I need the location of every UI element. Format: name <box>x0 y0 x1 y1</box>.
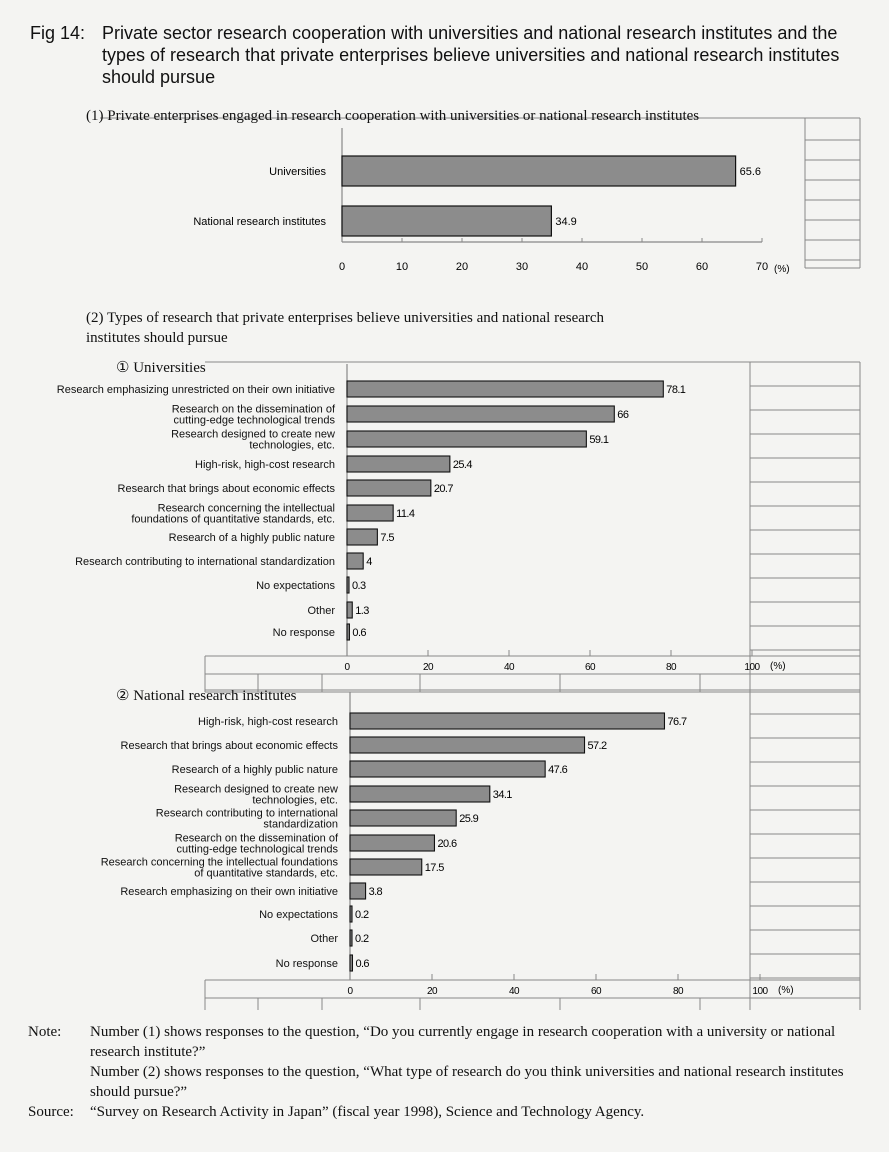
panel2b-bar <box>350 810 456 826</box>
panel2b-unit-label: (%) <box>778 985 794 996</box>
panel2b-category-label: Research that brings about economic effects <box>120 739 338 752</box>
panel2b-x-tick-label: 0 <box>347 986 353 997</box>
note-line-2: Number (2) shows responses to the question, “What type of research do you think universities and national research institutes should pursue?” <box>90 1064 844 1100</box>
panel1-x-tick-label: 10 <box>395 261 409 273</box>
panel2a-x-tick-label: 80 <box>665 662 677 673</box>
panel2a-bar <box>347 406 614 422</box>
panel2a-bar <box>347 577 349 593</box>
panel2b-category-label: No expectations <box>259 908 338 921</box>
panel2b-bar <box>350 761 545 777</box>
panel1-x-tick-label: 70 <box>755 261 769 273</box>
panel2b-x-tick-label: 20 <box>426 986 438 997</box>
panel2a-bar <box>347 431 586 447</box>
panel2a-bar <box>347 505 393 521</box>
note-line-1: Number (1) shows responses to the question, “Do you currently engage in research cooperation with a university or national research institute?” <box>90 1024 836 1060</box>
panel2b-value-label: 0.2 <box>355 909 369 921</box>
panel1-x-tick-label: 60 <box>695 261 709 273</box>
panel2b-category-label: Research contributing to international standardization <box>155 807 338 831</box>
panel1-title: (1) Private enterprises engaged in research cooperation with universities or national research institutes <box>86 108 700 124</box>
panel1-x-tick-label: 0 <box>338 261 346 273</box>
source-label: Source: <box>28 1104 74 1120</box>
panel2-section-title: (2) Types of research that private enterprises believe universities and national research institutes should pursue <box>86 310 605 346</box>
panel2b-category-label: Research designed to create new technologies, etc. <box>174 783 338 807</box>
panel2b-title: ② National research institutes <box>116 688 297 704</box>
panel2b-bar <box>350 737 585 753</box>
panel2b-value-label: 34.1 <box>492 789 512 801</box>
panel2a-category-label: No expectations <box>256 579 335 592</box>
panel2a-x-tick-label: 20 <box>422 662 434 673</box>
panel2a-bar <box>347 529 377 545</box>
panel2b-value-label: 57.2 <box>587 740 607 752</box>
panel2a-category-label: No response <box>272 626 335 639</box>
panel2b-bar <box>350 955 352 971</box>
panel2b-category-label: No response <box>275 957 338 970</box>
panel2a-value-label: 0.6 <box>352 627 366 639</box>
panel1-category-label: National research institutes <box>193 216 326 228</box>
panel2b-value-label: 47.6 <box>548 764 568 776</box>
panel2b-value-label: 25.9 <box>459 813 479 825</box>
panel2b-bar <box>350 906 352 922</box>
panel2a-x-tick-label: 40 <box>503 662 515 673</box>
panel1-bar <box>342 206 551 236</box>
panel2b-bar <box>350 859 422 875</box>
panel1-category-label: Universities <box>269 166 326 178</box>
panel2a-category-label: Other <box>307 604 335 617</box>
panel2b-bar <box>350 930 352 946</box>
panel2a-bar <box>347 381 663 397</box>
panel1-x-tick-label: 50 <box>635 261 649 273</box>
panel2b-x-tick-label: 40 <box>508 986 520 997</box>
panel1-bar <box>342 156 736 186</box>
panel2b-category-label: High-risk, high-cost research <box>198 715 338 728</box>
notes-block <box>28 1022 868 1122</box>
panel2a-x-tick-label: 60 <box>584 662 596 673</box>
panel1-unit-label: (%) <box>774 264 790 275</box>
panel2b-value-label: 0.6 <box>355 958 369 970</box>
panel2a-value-label: 66 <box>617 409 629 421</box>
panel2b-bar <box>350 835 434 851</box>
panel2b-bar <box>350 713 664 729</box>
panel2b-value-label: 0.2 <box>355 933 369 945</box>
panel2a-bar <box>347 553 363 569</box>
panel2a-category-label: Research of a highly public nature <box>168 531 335 544</box>
note-label: Note: <box>28 1024 62 1040</box>
panel2a-unit-label: (%) <box>770 661 786 672</box>
panel2b-category-label: Research emphasizing on their own initiative <box>120 885 338 898</box>
panel2a-x-tick-label: 100 <box>744 662 760 673</box>
panel2b-value-label: 3.8 <box>368 886 383 898</box>
panel1-x-tick-label: 20 <box>455 261 469 273</box>
panel1-value-label: 34.9 <box>555 216 577 228</box>
panel2a-value-label: 20.7 <box>433 483 453 495</box>
panel2a-value-label: 59.1 <box>589 434 609 446</box>
panel2a-bar <box>347 456 450 472</box>
panel2b-category-label: Research of a highly public nature <box>171 763 338 776</box>
panel2a-value-label: 7.5 <box>380 532 394 544</box>
panel1-x-tick-label: 30 <box>515 261 529 273</box>
panel2b-category-label: Research on the dissemination of cutting-edge technological trends <box>174 832 338 856</box>
panel2b-category-label: Other <box>310 932 338 945</box>
panel2a-bar <box>347 624 349 640</box>
panel2a-category-label: Research contributing to international standardization <box>75 555 335 568</box>
panel2b-x-tick-label: 100 <box>752 986 768 997</box>
panel2a-bar <box>347 602 352 618</box>
figure-number: Fig 14: <box>30 23 86 43</box>
panel2a-category-label: High-risk, high-cost research <box>195 458 335 471</box>
panel2a-value-label: 0.3 <box>352 580 366 592</box>
panel2a-category-label: Research on the dissemination of cutting-edge technological trends <box>171 403 335 427</box>
panel2a-value-label: 25.4 <box>452 459 472 471</box>
panel2a-value-label: 78.1 <box>666 384 686 396</box>
panel1-value-label: 65.6 <box>739 166 762 178</box>
panel2b-x-tick-label: 60 <box>590 986 602 997</box>
panel2a-value-label: 11.4 <box>396 508 415 520</box>
panel2a-category-label: Research that brings about economic effects <box>117 482 335 495</box>
panel2a-bar <box>347 480 431 496</box>
panel2b-value-label: 17.5 <box>424 862 444 874</box>
source-text: “Survey on Research Activity in Japan” (fiscal year 1998), Science and Technology Agency. <box>90 1104 645 1120</box>
panel2a-x-tick-label: 0 <box>344 662 350 673</box>
panel2a-value-label: 1.3 <box>355 605 369 617</box>
panel2b-value-label: 76.7 <box>667 716 687 728</box>
panel2b-bar <box>350 883 366 899</box>
panel2b-value-label: 20.6 <box>437 838 457 850</box>
panel2a-category-label: Research designed to create new technologies, etc. <box>171 428 335 452</box>
panel2a-title: ① Universities <box>116 360 206 376</box>
figure-title-text: Private sector research cooperation with universities and national research institutes and the types of research that private enterprises believe universities and national research institutes should pursue <box>102 23 840 87</box>
panel2b-category-label: Research concerning the intellectual foundations of quantitative standards, etc. <box>100 856 338 880</box>
panel2a-category-label: Research concerning the intellectual foundations of quantitative standards, etc. <box>131 502 335 526</box>
panel2a-value-label: 4 <box>366 556 372 568</box>
panel2b-bar <box>350 786 490 802</box>
panel2b-x-tick-label: 80 <box>672 986 684 997</box>
panel2a-category-label: Research emphasizing unrestricted on their own initiative <box>56 383 335 396</box>
panel1-x-tick-label: 40 <box>575 261 589 273</box>
